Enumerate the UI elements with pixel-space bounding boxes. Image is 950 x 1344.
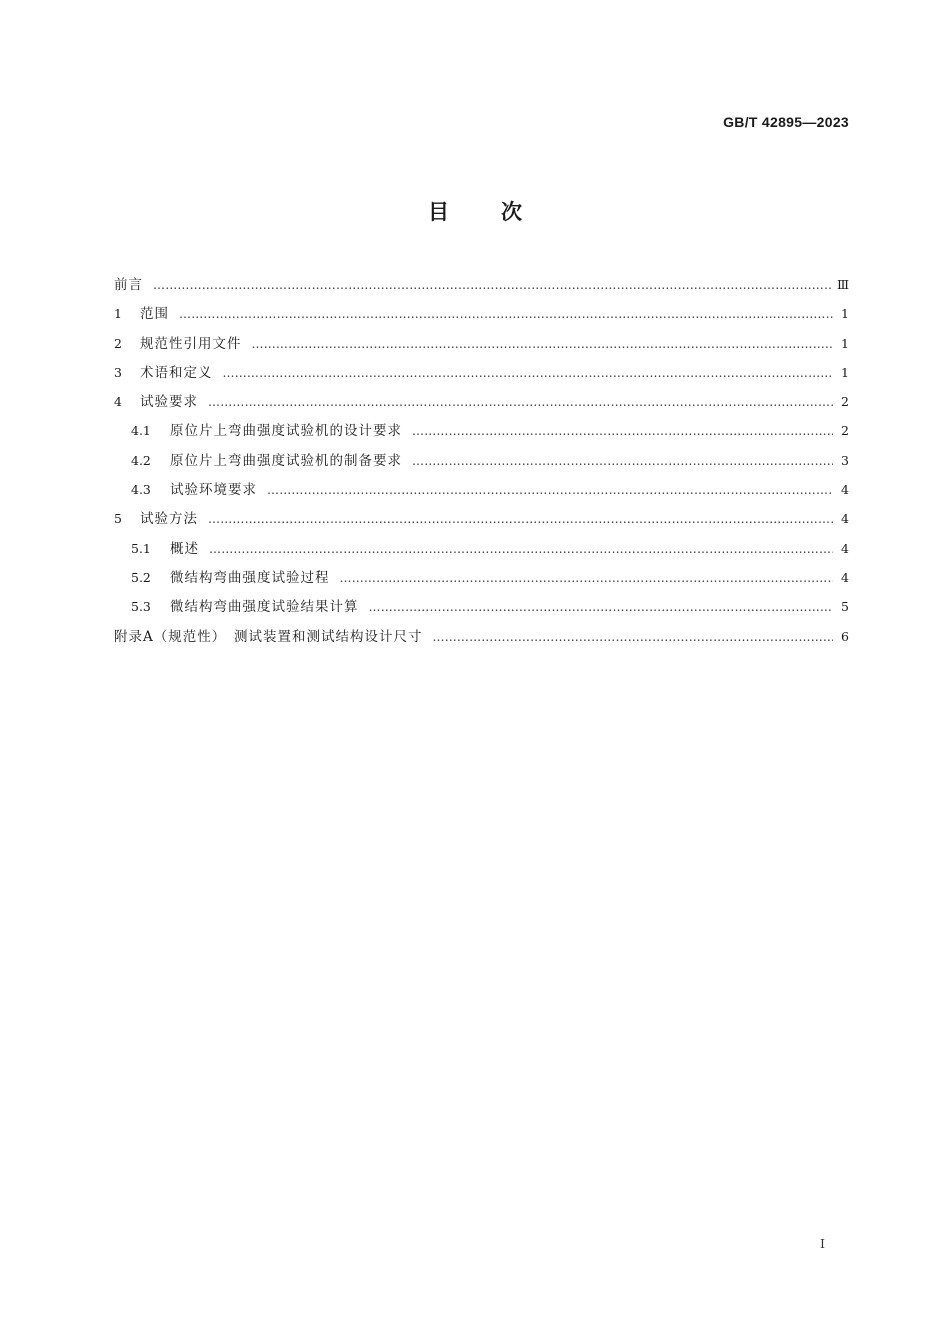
toc-entry-label: 前言	[114, 277, 143, 293]
toc-leader-dots	[267, 476, 833, 505]
toc-entry-page: 2	[841, 423, 849, 439]
toc-entry-number: 3	[114, 364, 122, 380]
toc-entry[interactable]	[114, 387, 849, 416]
toc-entry-label: 微结构弯曲强度试验过程	[170, 569, 330, 586]
toc-entry-page: Ⅲ	[836, 277, 849, 292]
toc-entry-label: 试验环境要求	[170, 482, 257, 499]
toc-entry[interactable]	[114, 446, 849, 475]
toc-leader-dots	[153, 271, 831, 300]
toc-entry[interactable]	[114, 416, 849, 445]
toc-entry-number: 1	[114, 306, 122, 322]
toc-leader-dots	[412, 447, 833, 476]
toc-entry[interactable]	[114, 270, 849, 299]
toc-entry-page: 6	[841, 628, 849, 644]
toc-entry-label: 规范性引用文件	[140, 335, 242, 352]
table-of-contents	[114, 270, 849, 651]
toc-leader-dots	[209, 535, 833, 564]
page-title: 目次	[428, 200, 574, 224]
toc-entry[interactable]	[114, 329, 849, 358]
toc-leader-dots	[252, 330, 834, 359]
toc-entry-page: 3	[841, 452, 849, 468]
toc-entry-label: 概述	[170, 540, 199, 557]
toc-entry-number: 4.3	[131, 482, 151, 498]
toc-leader-dots	[412, 417, 833, 446]
toc-leader-dots	[208, 388, 833, 417]
standard-code: GB/T 42895—2023	[723, 114, 849, 130]
toc-entry-page: 4	[841, 482, 849, 498]
toc-entry-label: 附录A（规范性） 测试装置和测试结构设计尺寸	[114, 628, 423, 645]
toc-entry-page: 4	[841, 540, 849, 556]
toc-leader-dots	[340, 564, 834, 593]
footer-page-number: Ⅰ	[820, 1236, 825, 1251]
toc-entry-number: 5.1	[131, 540, 151, 556]
toc-entry-number: 2	[114, 335, 122, 351]
toc-entry[interactable]	[114, 563, 849, 592]
toc-entry-number: 5.3	[131, 599, 151, 615]
toc-entry[interactable]	[114, 592, 849, 621]
toc-entry-page: 4	[841, 569, 849, 585]
toc-entry-number: 5	[114, 511, 122, 527]
toc-leader-dots	[223, 359, 834, 388]
toc-entry-label: 原位片上弯曲强度试验机的设计要求	[170, 423, 402, 440]
toc-leader-dots	[179, 300, 833, 329]
toc-entry[interactable]	[114, 622, 849, 651]
toc-leader-dots	[433, 623, 834, 652]
toc-entry[interactable]	[114, 475, 849, 504]
toc-entry-page: 1	[841, 306, 849, 322]
toc-entry-page: 2	[841, 394, 849, 410]
toc-leader-dots	[208, 505, 833, 534]
toc-entry[interactable]	[114, 299, 849, 328]
toc-entry-number: 4.2	[131, 452, 151, 468]
toc-entry-page: 1	[841, 364, 849, 380]
toc-entry-label: 范围	[140, 306, 169, 323]
toc-entry[interactable]	[114, 358, 849, 387]
toc-entry-label: 试验方法	[140, 511, 198, 528]
toc-entry-number: 5.2	[131, 569, 151, 585]
toc-entry[interactable]	[114, 504, 849, 533]
toc-entry-number: 4	[114, 394, 122, 410]
toc-entry[interactable]	[114, 534, 849, 563]
toc-entry-label: 术语和定义	[140, 364, 213, 381]
toc-entry-label: 试验要求	[140, 394, 198, 411]
toc-entry-label: 微结构弯曲强度试验结果计算	[170, 599, 359, 616]
toc-entry-page: 1	[841, 335, 849, 351]
toc-entry-label: 原位片上弯曲强度试验机的制备要求	[170, 452, 402, 469]
toc-entry-page: 4	[841, 511, 849, 527]
toc-entry-number: 4.1	[131, 423, 151, 439]
toc-leader-dots	[369, 593, 834, 622]
toc-entry-page: 5	[841, 599, 849, 615]
